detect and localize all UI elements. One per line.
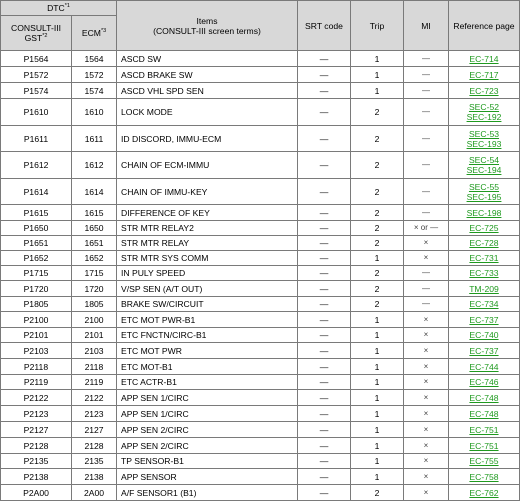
table-row: [1, 205, 520, 221]
ecm-code-cell: 2135: [72, 454, 117, 469]
reference-page-cell: [449, 312, 520, 328]
reference-page-cell: [449, 126, 520, 152]
item-name-cell: V/SP SEN (A/T OUT): [117, 281, 298, 297]
gst-code-cell: P2118: [1, 359, 72, 375]
srt-code-cell: —: [298, 281, 351, 297]
reference-page-link[interactable]: EC-748: [469, 408, 499, 419]
item-name-cell: IN PULY SPEED: [117, 266, 298, 281]
reference-page-cell: [449, 469, 520, 485]
item-name-cell: ETC MOT PWR-B1: [117, 312, 298, 328]
mi-cell: ×: [404, 312, 449, 328]
ecm-code-cell: 1574: [72, 83, 117, 99]
trip-cell: 1: [351, 438, 404, 454]
ecm-code-cell: 1612: [72, 152, 117, 179]
mi-cell: ×: [404, 236, 449, 251]
table-row: [1, 422, 520, 438]
reference-page-link[interactable]: TM-209: [469, 283, 499, 294]
gst-code-cell: P2135: [1, 454, 72, 469]
mi-cell: —: [404, 266, 449, 281]
gst-code-cell: P1651: [1, 236, 72, 251]
item-name-cell: STR MTR RELAY2: [117, 221, 298, 236]
srt-code-cell: —: [298, 251, 351, 266]
reference-page-cell: [449, 67, 520, 83]
reference-page-link[interactable]: SEC-53: [468, 128, 500, 139]
item-name-cell: LOCK MODE: [117, 99, 298, 126]
reference-page-link[interactable]: SEC-192: [466, 112, 502, 122]
gst-code-cell: P2123: [1, 406, 72, 422]
srt-code-cell: —: [298, 205, 351, 221]
srt-code-cell: —: [298, 312, 351, 328]
table-row: [1, 251, 520, 266]
srt-code-cell: —: [298, 67, 351, 83]
trip-cell: 2: [351, 485, 404, 501]
ecm-code-cell: 2118: [72, 359, 117, 375]
srt-code-cell: —: [298, 469, 351, 485]
reference-page-link[interactable]: EC-751: [469, 440, 499, 451]
mi-cell: ×: [404, 375, 449, 390]
ecm-footnote: *3: [100, 28, 107, 35]
mi-cell: —: [404, 152, 449, 179]
ecm-code-cell: 2100: [72, 312, 117, 328]
mi-cell: —: [404, 126, 449, 152]
trip-cell: 2: [351, 99, 404, 126]
table-row: [1, 179, 520, 205]
ecm-code-cell: 2138: [72, 469, 117, 485]
item-name-cell: APP SEN 2/CIRC: [117, 422, 298, 438]
mi-cell: —: [404, 179, 449, 205]
trip-cell: 1: [351, 83, 404, 99]
reference-page-cell: [449, 438, 520, 454]
gst-code-cell: P2128: [1, 438, 72, 454]
mi-cell: —: [404, 297, 449, 312]
srt-code-cell: —: [298, 454, 351, 469]
ecm-code-cell: 2122: [72, 390, 117, 406]
reference-page-cell: [449, 454, 520, 469]
mi-header: MI: [404, 1, 449, 51]
item-name-cell: BRAKE SW/CIRCUIT: [117, 297, 298, 312]
items-header: [117, 1, 298, 51]
table-row: [1, 236, 520, 251]
gst-code-cell: P1720: [1, 281, 72, 297]
mi-cell: ×: [404, 390, 449, 406]
gst-code-cell: P2122: [1, 390, 72, 406]
gst-code-cell: P1650: [1, 221, 72, 236]
mi-cell: —: [404, 51, 449, 67]
reference-page-link[interactable]: EC-758: [469, 471, 499, 482]
mi-cell: ×: [404, 359, 449, 375]
gst-code-cell: P1564: [1, 51, 72, 67]
gst-code-cell: P2127: [1, 422, 72, 438]
item-name-cell: TP SENSOR-B1: [117, 454, 298, 469]
reference-page-link[interactable]: EC-734: [469, 299, 499, 309]
item-name-cell: ASCD VHL SPD SEN: [117, 83, 298, 99]
reference-page-link[interactable]: EC-717: [469, 69, 499, 80]
reference-page-link[interactable]: EC-725: [469, 223, 499, 233]
reference-page-link[interactable]: SEC-194: [466, 165, 502, 175]
table-row: [1, 152, 520, 179]
dtc-table-body: [1, 51, 520, 501]
ecm-code-cell: 1614: [72, 179, 117, 205]
gst-footnote: *2: [42, 33, 48, 40]
ecm-code-cell: 2119: [72, 375, 117, 390]
reference-page-link[interactable]: EC-740: [469, 330, 499, 340]
trip-cell: 1: [351, 422, 404, 438]
table-row: [1, 328, 520, 343]
mi-cell: ×: [404, 469, 449, 485]
table-row: [1, 266, 520, 281]
trip-cell: 2: [351, 266, 404, 281]
gst-code-cell: P1615: [1, 205, 72, 221]
reference-page-link[interactable]: EC-723: [469, 85, 499, 96]
table-row: [1, 454, 520, 469]
mi-cell: ×: [404, 454, 449, 469]
reference-page-link[interactable]: EC-731: [469, 253, 499, 263]
mi-cell: —: [404, 281, 449, 297]
ecm-code-cell: 1650: [72, 221, 117, 236]
items-header-title: Items: [196, 15, 218, 26]
trip-cell: 1: [351, 406, 404, 422]
reference-page-cell: [449, 152, 520, 179]
gst-code-cell: P2A00: [1, 485, 72, 501]
reference-page-link[interactable]: EC-737: [469, 345, 499, 356]
reference-page-link[interactable]: EC-733: [469, 268, 499, 278]
trip-cell: 1: [351, 328, 404, 343]
srt-code-cell: —: [298, 126, 351, 152]
ecm-code-cell: 2127: [72, 422, 117, 438]
reference-page-link[interactable]: EC-728: [469, 238, 499, 248]
srt-code-cell: —: [298, 328, 351, 343]
dtc-header: [1, 1, 117, 16]
reference-page-link[interactable]: EC-748: [469, 392, 499, 403]
reference-page-cell: [449, 422, 520, 438]
gst-code-cell: P1611: [1, 126, 72, 152]
gst-code-cell: P1610: [1, 99, 72, 126]
ecm-code-cell: 2101: [72, 328, 117, 343]
mi-cell: ×: [404, 438, 449, 454]
trip-cell: 2: [351, 297, 404, 312]
reference-page-cell: [449, 406, 520, 422]
trip-cell: 2: [351, 179, 404, 205]
reference-page-cell: [449, 359, 520, 375]
reference-page-cell: [449, 251, 520, 266]
ecm-label: ECM: [81, 28, 101, 38]
table-row: [1, 343, 520, 359]
ecm-code-cell: 1572: [72, 67, 117, 83]
reference-page-cell: [449, 205, 520, 221]
item-name-cell: APP SENSOR: [117, 469, 298, 485]
item-name-cell: A/F SENSOR1 (B1): [117, 485, 298, 501]
item-name-cell: ETC MOT PWR: [117, 343, 298, 359]
reference-page-link[interactable]: EC-744: [469, 361, 499, 372]
item-name-cell: DIFFERENCE OF KEY: [117, 205, 298, 221]
reference-page-link[interactable]: EC-714: [469, 53, 499, 64]
table-row: [1, 438, 520, 454]
gst-code-cell: P1614: [1, 179, 72, 205]
gst-code-cell: P1612: [1, 152, 72, 179]
ecm-code-cell: 1720: [72, 281, 117, 297]
ecm-code-cell: 1652: [72, 251, 117, 266]
mi-cell: ×: [404, 406, 449, 422]
gst-code-cell: P1805: [1, 297, 72, 312]
ecm-code-cell: 2103: [72, 343, 117, 359]
srt-code-cell: —: [298, 359, 351, 375]
reference-page-cell: [449, 375, 520, 390]
table-row: [1, 312, 520, 328]
consult-label: CONSULT-III: [11, 23, 61, 33]
reference-page-link[interactable]: SEC-193: [466, 138, 502, 149]
item-name-cell: ETC ACTR-B1: [117, 375, 298, 390]
ecm-code-cell: 1611: [72, 126, 117, 152]
reference-page-link[interactable]: SEC-54: [468, 155, 500, 165]
trip-cell: 1: [351, 375, 404, 390]
reference-page-link[interactable]: EC-737: [469, 314, 499, 325]
srt-code-cell: —: [298, 390, 351, 406]
item-name-cell: ETC FNCTN/CIRC-B1: [117, 328, 298, 343]
trip-cell: 2: [351, 126, 404, 152]
dtc-footnote: *1: [64, 3, 70, 10]
table-row: [1, 469, 520, 485]
trip-cell: 2: [351, 205, 404, 221]
srt-code-cell: —: [298, 343, 351, 359]
srt-code-cell: —: [298, 375, 351, 390]
srt-code-cell: —: [298, 179, 351, 205]
reference-page-cell: [449, 390, 520, 406]
srt-code-cell: —: [298, 297, 351, 312]
srt-code-cell: —: [298, 438, 351, 454]
srt-code-cell: —: [298, 406, 351, 422]
reference-page-cell: [449, 179, 520, 205]
reference-page-link[interactable]: SEC-55: [468, 181, 500, 192]
items-header-subtitle: (CONSULT-III screen terms): [153, 25, 261, 36]
reference-page-cell: [449, 266, 520, 281]
table-row: [1, 221, 520, 236]
srt-code-cell: —: [298, 99, 351, 126]
reference-page-link[interactable]: SEC-52: [468, 102, 500, 112]
reference-page-link[interactable]: SEC-198: [466, 207, 502, 218]
mi-cell: —: [404, 205, 449, 221]
table-row: [1, 83, 520, 99]
mi-cell: ×: [404, 485, 449, 501]
gst-code-cell: P2138: [1, 469, 72, 485]
reference-page-cell: [449, 343, 520, 359]
trip-cell: 1: [351, 67, 404, 83]
mi-cell: —: [404, 99, 449, 126]
ecm-code-cell: 1610: [72, 99, 117, 126]
gst-code-cell: P2100: [1, 312, 72, 328]
mi-cell: —: [404, 83, 449, 99]
table-row: [1, 485, 520, 501]
table-row: [1, 297, 520, 312]
mi-cell: ×: [404, 328, 449, 343]
item-name-cell: CHAIN OF IMMU-KEY: [117, 179, 298, 205]
gst-header: [1, 16, 72, 51]
reference-page-cell: [449, 221, 520, 236]
table-row: [1, 126, 520, 152]
mi-cell: ×: [404, 422, 449, 438]
gst-code-cell: P1652: [1, 251, 72, 266]
trip-cell: 2: [351, 152, 404, 179]
trip-cell: 1: [351, 454, 404, 469]
gst-code-cell: P2101: [1, 328, 72, 343]
item-name-cell: ASCD SW: [117, 51, 298, 67]
ecm-code-cell: 1805: [72, 297, 117, 312]
mi-cell: —: [404, 67, 449, 83]
gst-code-cell: P1574: [1, 83, 72, 99]
gst-code-cell: P1715: [1, 266, 72, 281]
ecm-header: [72, 16, 117, 51]
trip-cell: 1: [351, 359, 404, 375]
reference-page-cell: [449, 51, 520, 67]
table-row: [1, 51, 520, 67]
reference-page-link[interactable]: EC-755: [469, 456, 499, 466]
trip-cell: 1: [351, 51, 404, 67]
item-name-cell: STR MTR SYS COMM: [117, 251, 298, 266]
item-name-cell: APP SEN 2/CIRC: [117, 438, 298, 454]
reference-page-cell: [449, 328, 520, 343]
srt-code-cell: —: [298, 51, 351, 67]
ecm-code-cell: 1715: [72, 266, 117, 281]
srt-code-header: SRT code: [298, 1, 351, 51]
ecm-code-cell: 2128: [72, 438, 117, 454]
item-name-cell: ETC MOT-B1: [117, 359, 298, 375]
item-name-cell: CHAIN OF ECM-IMMU: [117, 152, 298, 179]
item-name-cell: APP SEN 1/CIRC: [117, 390, 298, 406]
reference-page-link[interactable]: EC-751: [469, 424, 499, 435]
gst-code-cell: P2119: [1, 375, 72, 390]
table-row: [1, 281, 520, 297]
ecm-code-cell: 1615: [72, 205, 117, 221]
trip-cell: 1: [351, 390, 404, 406]
gst-code-cell: P2103: [1, 343, 72, 359]
srt-code-cell: —: [298, 485, 351, 501]
dtc-label: DTC: [47, 3, 65, 13]
trip-cell: 1: [351, 312, 404, 328]
item-name-cell: STR MTR RELAY: [117, 236, 298, 251]
reference-page-cell: [449, 297, 520, 312]
reference-page-cell: [449, 281, 520, 297]
trip-cell: 1: [351, 343, 404, 359]
table-row: [1, 406, 520, 422]
reference-page-cell: [449, 485, 520, 501]
reference-page-link[interactable]: EC-746: [469, 377, 499, 387]
item-name-cell: ASCD BRAKE SW: [117, 67, 298, 83]
mi-cell: ×: [404, 343, 449, 359]
ecm-code-cell: 1651: [72, 236, 117, 251]
ecm-code-cell: 2123: [72, 406, 117, 422]
mi-cell: ×: [404, 251, 449, 266]
trip-cell: 2: [351, 281, 404, 297]
gst-code-cell: P1572: [1, 67, 72, 83]
trip-header: Trip: [351, 1, 404, 51]
trip-cell: 1: [351, 251, 404, 266]
reference-page-cell: [449, 99, 520, 126]
table-row: [1, 99, 520, 126]
reference-page-link[interactable]: SEC-195: [466, 191, 502, 202]
reference-page-cell: [449, 236, 520, 251]
item-name-cell: APP SEN 1/CIRC: [117, 406, 298, 422]
table-row: [1, 375, 520, 390]
table-row: [1, 359, 520, 375]
srt-code-cell: —: [298, 221, 351, 236]
gst-label: GST: [24, 33, 43, 43]
trip-cell: 2: [351, 236, 404, 251]
srt-code-cell: —: [298, 422, 351, 438]
srt-code-cell: —: [298, 236, 351, 251]
ecm-code-cell: 1564: [72, 51, 117, 67]
mi-cell: × or —: [404, 221, 449, 236]
item-name-cell: ID DISCORD, IMMU-ECM: [117, 126, 298, 152]
table-row: [1, 67, 520, 83]
srt-code-cell: —: [298, 152, 351, 179]
reference-page-link[interactable]: EC-762: [469, 487, 499, 498]
trip-cell: 1: [351, 469, 404, 485]
table-row: [1, 390, 520, 406]
trip-cell: 2: [351, 221, 404, 236]
srt-code-cell: —: [298, 266, 351, 281]
ecm-code-cell: 2A00: [72, 485, 117, 501]
srt-code-cell: —: [298, 83, 351, 99]
reference-page-cell: [449, 83, 520, 99]
reference-page-header: Reference page: [449, 1, 520, 51]
